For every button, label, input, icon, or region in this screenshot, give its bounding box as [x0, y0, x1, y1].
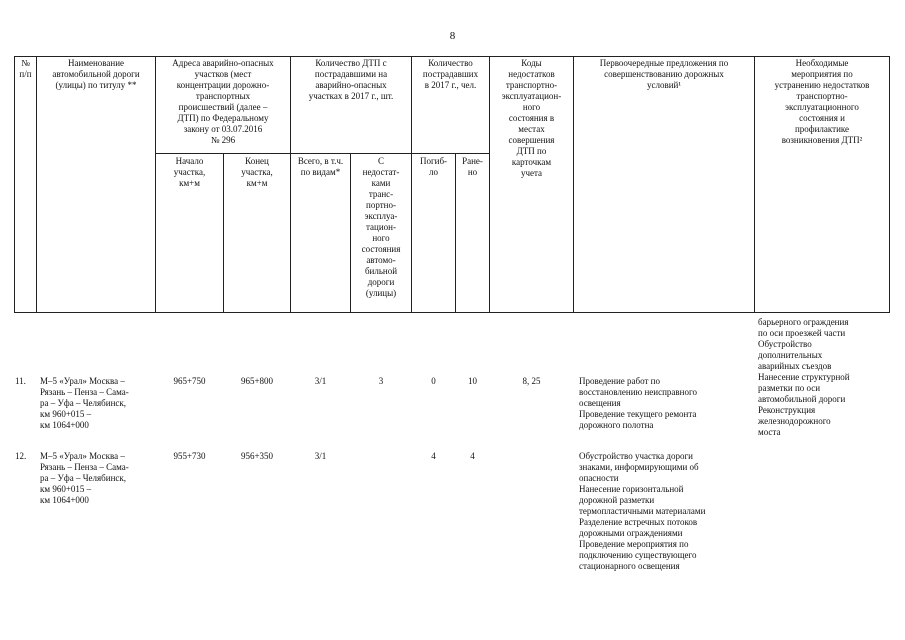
header-died: Погиб- ло	[419, 156, 448, 177]
row-died: 0	[431, 376, 436, 386]
row-proposals: Проведение работ по восстановлению неисправного освещения Проведение текущего ремонта дорожного полотна	[579, 376, 697, 430]
row-injured: 10	[468, 376, 477, 386]
row-injured: 4	[470, 451, 475, 461]
header-address: Адреса аварийно-опасных участков (мест концентрации дорожно- транспортных происшествий (далее – ДТП) по Федеральному закону от 03.07.2016 № 296	[172, 58, 274, 145]
row-end: 956+350	[240, 451, 274, 461]
row-codes: 8, 25	[522, 376, 541, 386]
header-injured: Ране- но	[462, 156, 483, 177]
page-number: 8	[449, 30, 456, 42]
row-proposals: Обустройство участка дороги знаками, информирующими об опасности Нанесение горизонтальной дорожной разметки термопластичными материалами Разделение встречных потоков дорожными ограждениями Проведение мероприятия по подключению существующего стационарного освещения	[579, 451, 706, 571]
header-measures: Необходимые мероприятия по устранению недостатков транспортно- эксплуатационного состояния и профилактике возникновения ДТП²	[774, 58, 870, 145]
row-total: 3/1	[314, 451, 327, 461]
header-total: Всего, в т.ч. по видам*	[297, 156, 344, 177]
row-died: 4	[431, 451, 436, 461]
header-num: № п/п	[19, 58, 32, 79]
header-end: Конец участка, км+м	[241, 156, 273, 188]
header-proposals: Первоочередные предложения по совершенствованию дорожных условий¹	[599, 58, 729, 90]
header-with-defects: С недостат- ками транс- портно- эксплуа- тацион- ного состояния автомо- бильной дороги (улицы)	[361, 156, 401, 298]
header-victims: Количество пострадавших в 2017 г., чел.	[422, 58, 479, 90]
row-start: 965+750	[173, 376, 206, 386]
row-with-defects: 3	[378, 376, 384, 386]
header-codes: Коды недостатков транспортно- эксплуатацион- ного состояния в местах совершения ДТП по карточкам учета	[501, 58, 562, 178]
row-num: 12.	[15, 451, 27, 461]
row-num: 11.	[15, 376, 26, 386]
row-road: М–5 «Урал» Москва – Рязань – Пенза – Сама- ра – Уфа – Челябинск, км 960+015 – км 1064+000	[40, 376, 129, 430]
continued-measures: барьерного ограждения по оси проезжей части Обустройство дополнительных аварийных съездов Нанесение структурной разметки по оси автомобильной дороги Реконструкция железнодорожного моста	[758, 317, 850, 437]
header-start: Начало участка, км+м	[173, 156, 206, 188]
row-end: 965+800	[240, 376, 274, 386]
header-count-dtp: Количество ДТП с пострадавшими на аварийно-опасных участках в 2017 г., шт.	[308, 58, 394, 101]
row-total: 3/1	[314, 376, 327, 386]
header-road: Наименование автомобильной дороги (улицы) по титулу **	[52, 58, 140, 90]
row-road: М–5 «Урал» Москва – Рязань – Пенза – Сама- ра – Уфа – Челябинск, км 960+015 – км 1064+000	[40, 451, 129, 505]
row-start: 955+730	[173, 451, 206, 461]
